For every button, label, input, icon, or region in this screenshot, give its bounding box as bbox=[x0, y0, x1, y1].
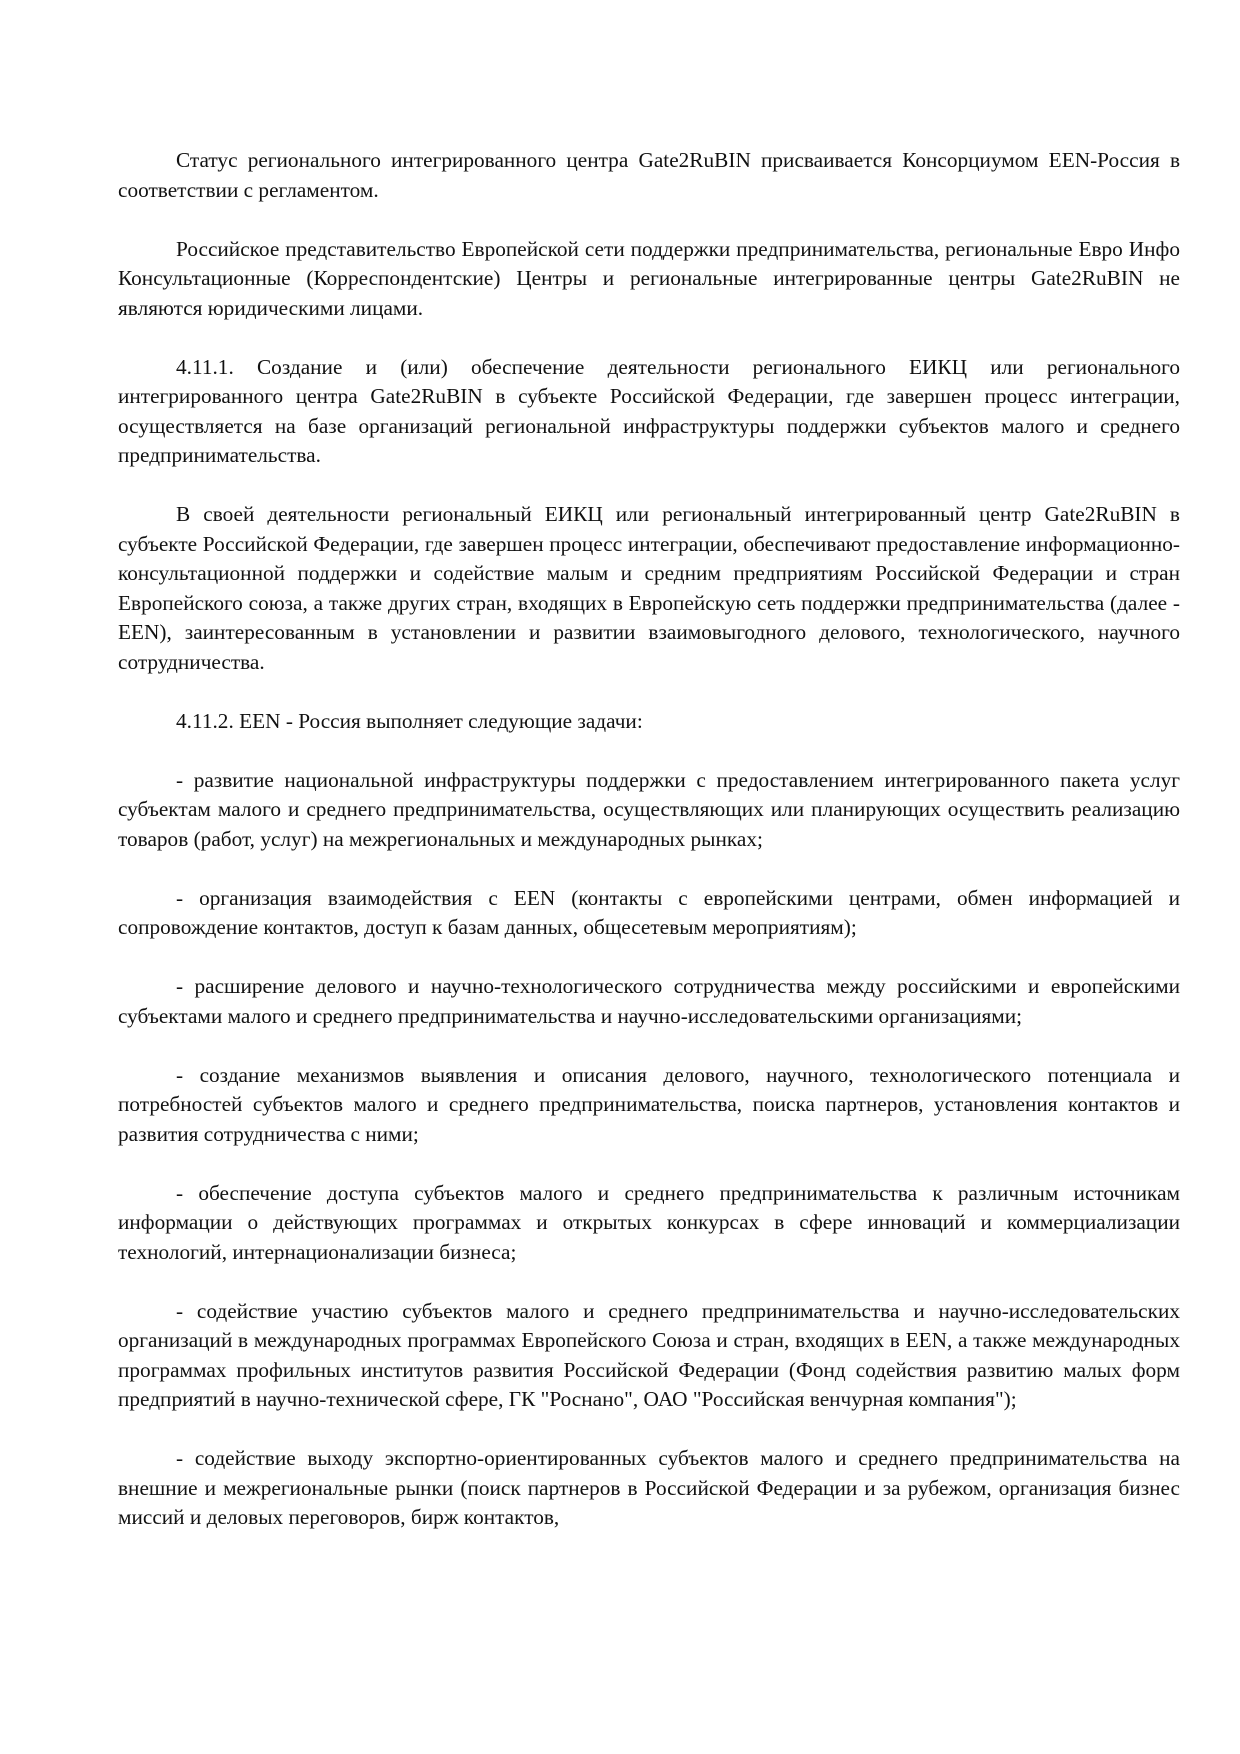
paragraph-section-4-11-1: 4.11.1. Создание и (или) обеспечение деятельности регионального ЕИКЦ или регионального интегрированного центра Gate2RuBIN в субъекте Российской Федерации, где завершен процесс интеграции, осуществляется на базе организаций региональной инфраструктуры поддержки субъектов малого и среднего предпринимательства. bbox=[118, 354, 1180, 467]
paragraph-activity-description: В своей деятельности региональный ЕИКЦ или региональный интегрированный центр Gate2RuBIN в субъекте Российской Федерации, где завершен процесс интеграции, обеспечивают предоставление информационно-консультационной поддержки и содействие малым и средним предприятиям Российской Федерации и стран Европейского союза, а также других стран, входящих в Европейскую сеть поддержки предпринимательства (далее - EEN), заинтересованным в установлении и развитии взаимовыгодного делового, технологического, научного сотрудничества. bbox=[118, 502, 1180, 674]
document-page bbox=[118, 146, 1180, 1533]
task-item-mechanisms: - создание механизмов выявления и описания делового, научного, технологического потенциала и потребностей субъектов малого и среднего предпринимательства, поиска партнеров, установления контактов и развития сотрудничества с ними; bbox=[118, 1062, 1180, 1146]
task-item-een-interaction: - организация взаимодействия с EEN (контакты с европейскими центрами, обмен информацией и сопровождение контактов, доступ к базам данных, общесетевым мероприятиям); bbox=[118, 885, 1180, 939]
task-item-cooperation: - расширение делового и научно-технологического сотрудничества между российскими и европейскими субъектами малого и среднего предпринимательства и научно-исследовательскими организациями; bbox=[118, 974, 1180, 1028]
task-item-information-access: - обеспечение доступа субъектов малого и среднего предпринимательства к различным источникам информации о действующих программах и открытых конкурсах в сфере инноваций и коммерциализации технологий, интернационализации бизнеса; bbox=[118, 1180, 1180, 1264]
task-item-international-programs: - содействие участию субъектов малого и среднего предпринимательства и научно-исследовательских организаций в международных программах Европейского Союза и стран, входящих в EEN, а также международных программах профильных институтов развития Российской Федерации (Фонд содействия развитию малых форм предприятий в научно-технической сфере, ГК "Роснано", ОАО "Российская венчурная компания"); bbox=[118, 1298, 1180, 1411]
task-item-infrastructure: - развитие национальной инфраструктуры поддержки с предоставлением интегрированного пакета услуг субъектам малого и среднего предпринимательства, осуществляющих или планирующих осуществить реализацию товаров (работ, услуг) на межрегиональных и международных рынках; bbox=[118, 767, 1180, 851]
paragraph-gate2rubin-status: Статус регионального интегрированного центра Gate2RuBIN присваивается Консорциумом EEN-Россия в соответствии с регламентом. bbox=[118, 148, 1180, 202]
paragraph-legal-status: Российское представительство Европейской сети поддержки предпринимательства, региональные Евро Инфо Консультационные (Корреспондентские) Центры и региональные интегрированные центры Gate2RuBIN не являются юридическими лицами. bbox=[118, 236, 1180, 320]
paragraph-section-4-11-2: 4.11.2. EEN - Россия выполняет следующие задачи: bbox=[176, 708, 643, 733]
task-item-export-support: - содействие выходу экспортно-ориентированных субъектов малого и среднего предпринимательства на внешние и межрегиональные рынки (поиск партнеров в Российской Федерации и за рубежом, организация бизнес миссий и деловых переговоров, бирж контактов, bbox=[118, 1446, 1180, 1529]
